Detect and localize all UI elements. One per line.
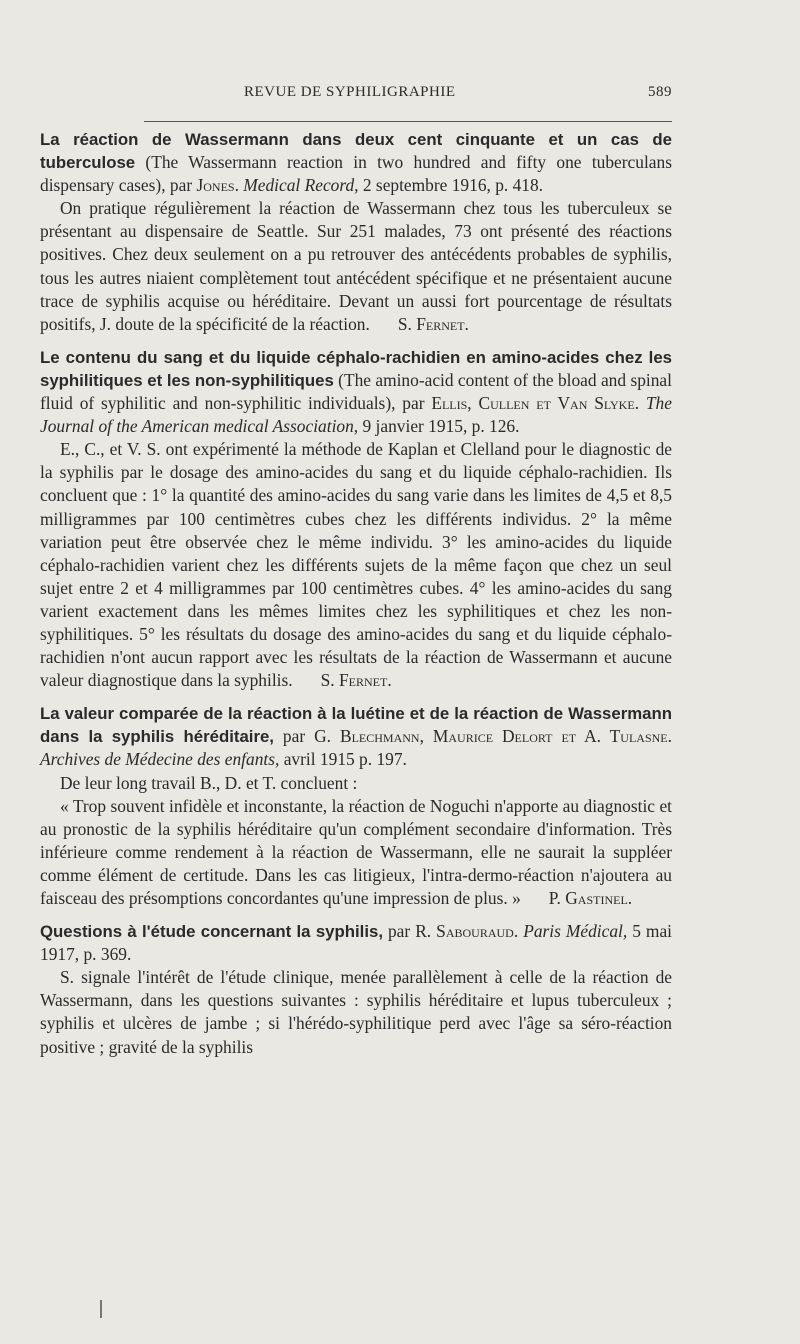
article-journal: The Journal of the American medical Association, xyxy=(40,393,672,437)
article-paragraph: S. signale l'intérêt de l'étude clinique, menée parallèlement à celle de la réaction de Wassermann, dans les questions suivantes : syphilis héréditaire et lupus tuberculeux ; syphilis et ulcères de jambe ; si l'hérédo-syphilitique perd avec l'âge sa séro-réaction positive ; gravité de la syphilis xyxy=(40,967,672,1057)
article-paragraph xyxy=(40,795,672,910)
article-heading xyxy=(40,920,672,966)
article-journal: Medical Record, xyxy=(243,175,359,196)
article-separator: . xyxy=(513,921,524,942)
running-title: REVUE DE SYPHILIGRAPHIE xyxy=(244,84,456,100)
page-number: 589 xyxy=(648,84,672,100)
article-text: On pratique régulièrement la réaction de Wassermann chez tous les tuberculeux se présentant au dispensaire de Seattle. Sur 251 malades, 73 ont présenté des réactions positives. Chez deux seulement on a pu retrouver des antécédents probables de syphilis, tous les autres niaient complètement tout antécédent spécifique et ne présentaient aucune trace de syphilis acquise ou héréditaire. Devant un aussi fort pourcentage de résultats positifs, J. doute de la spécificité de la réaction. xyxy=(40,198,672,334)
article-signature xyxy=(549,888,632,908)
signature-name: Fernet. xyxy=(416,313,469,334)
article-text: « Trop souvent infidèle et inconstante, la réaction de Noguchi n'apporte au diagnostic et au pronostic de la syphilis héréditaire qu'un complément secondaire d'information. Très inférieure comme rendement à la réaction de Wassermann, elle ne saurait la suppléer comme élément de certitude. Dans les cas litigieux, l'intra-dermo-réaction n'ajoutera au faisceau des présomptions concordantes qu'une impression de plus. » xyxy=(40,795,672,908)
article-author: Ellis, Cullen et Van Slyke xyxy=(431,393,635,414)
article-title: Questions à l'étude concernant la syphilis, xyxy=(40,922,383,942)
article-separator: . xyxy=(234,175,244,196)
article-author: Jones xyxy=(196,175,235,196)
article-translation: (The Wassermann reaction in two hundred and fifty one tuberculans dispensary cases), par xyxy=(40,152,672,196)
article-translation: par xyxy=(382,921,416,942)
article-date: 5 mai 1917, p. 369. xyxy=(40,921,672,965)
article-author: R. Sabouraud xyxy=(415,921,514,942)
signature-name: Gastinel. xyxy=(565,888,633,908)
article-heading xyxy=(40,346,672,438)
running-header xyxy=(40,84,672,108)
article-translation: par xyxy=(273,726,315,747)
article-item xyxy=(40,128,672,336)
page-blemish xyxy=(100,1300,102,1318)
article-title: La valeur comparée de la réaction à la luétine et de la réaction de Wassermann dans la syphilis héréditaire, xyxy=(40,704,672,747)
article-separator: . xyxy=(634,393,646,414)
article-journal: Paris Médical, xyxy=(523,921,628,942)
article-paragraph xyxy=(40,197,672,336)
header-rule xyxy=(144,121,672,122)
article-signature xyxy=(398,314,469,334)
signature-initial: S. xyxy=(320,670,339,691)
article-intro: De leur long travail B., D. et T. concluent : xyxy=(60,772,358,793)
signature-name: Fernet. xyxy=(338,670,392,691)
article-heading xyxy=(40,128,672,197)
article-translation: (The amino-acid content of the bload and spinal fluid of syphilitic and non-syphilitic individuals), par xyxy=(40,369,672,414)
article-signature xyxy=(321,670,392,690)
signature-initial: S. xyxy=(397,313,417,334)
article-item xyxy=(40,920,672,1059)
article-date: avril 1915 p. 197. xyxy=(279,749,407,770)
article-list xyxy=(40,128,672,1059)
article-paragraph xyxy=(40,438,672,692)
article-journal: Archives de Médecine des enfants, xyxy=(40,749,280,770)
article-text: E., C., et V. S. ont expérimenté la méthode de Kaplan et Clelland pour le diagnostic de la syphilis par le dosage des amino-acides du sang et du liquide céphalo-rachidien. Ils concluent que : 1° la quantité des amino-acides du sang varie dans les limites de 4,5 et 8,5 milligrammes par 100 centimètres cubes chez les différents individus. 2° la même variation peut être observée chez le même individu. 3° les amino-acides du liquide céphalo-rachidien varient chez les différents sujets de la même façon que chez un seul sujet entre 2 et 4 milligrammes par 100 centimètres cubes. 4° les amino-acides du sang varient exactement dans les mêmes limites chez les syphilitiques et chez les non-syphilitiques. 5° les résultats du dosage des amino-acides du sang et du liquide céphalo-rachidien n'ont aucun rapport avec les résultats de la réaction de Wassermann et aucune valeur diagnostique dans la syphilis. xyxy=(40,439,672,691)
article-separator: . xyxy=(667,726,672,747)
article-title: Le contenu du sang et du liquide céphalo-rachidien en amino-acides chez les syphilitiques et les non-syphilitiques xyxy=(40,347,672,390)
article-item xyxy=(40,346,672,692)
article-author: G. Blechmann, Maurice Delort et A. Tulasne xyxy=(314,726,668,747)
article-date: 2 septembre 1916, p. 418. xyxy=(358,175,544,196)
article-title: La réaction de Wassermann dans deux cent cinquante et un cas de tuberculose xyxy=(40,130,672,173)
article-date: 9 janvier 1915, p. 126. xyxy=(358,416,520,437)
article-heading xyxy=(40,702,672,771)
article-item xyxy=(40,702,672,910)
signature-initial: P. xyxy=(548,888,566,908)
